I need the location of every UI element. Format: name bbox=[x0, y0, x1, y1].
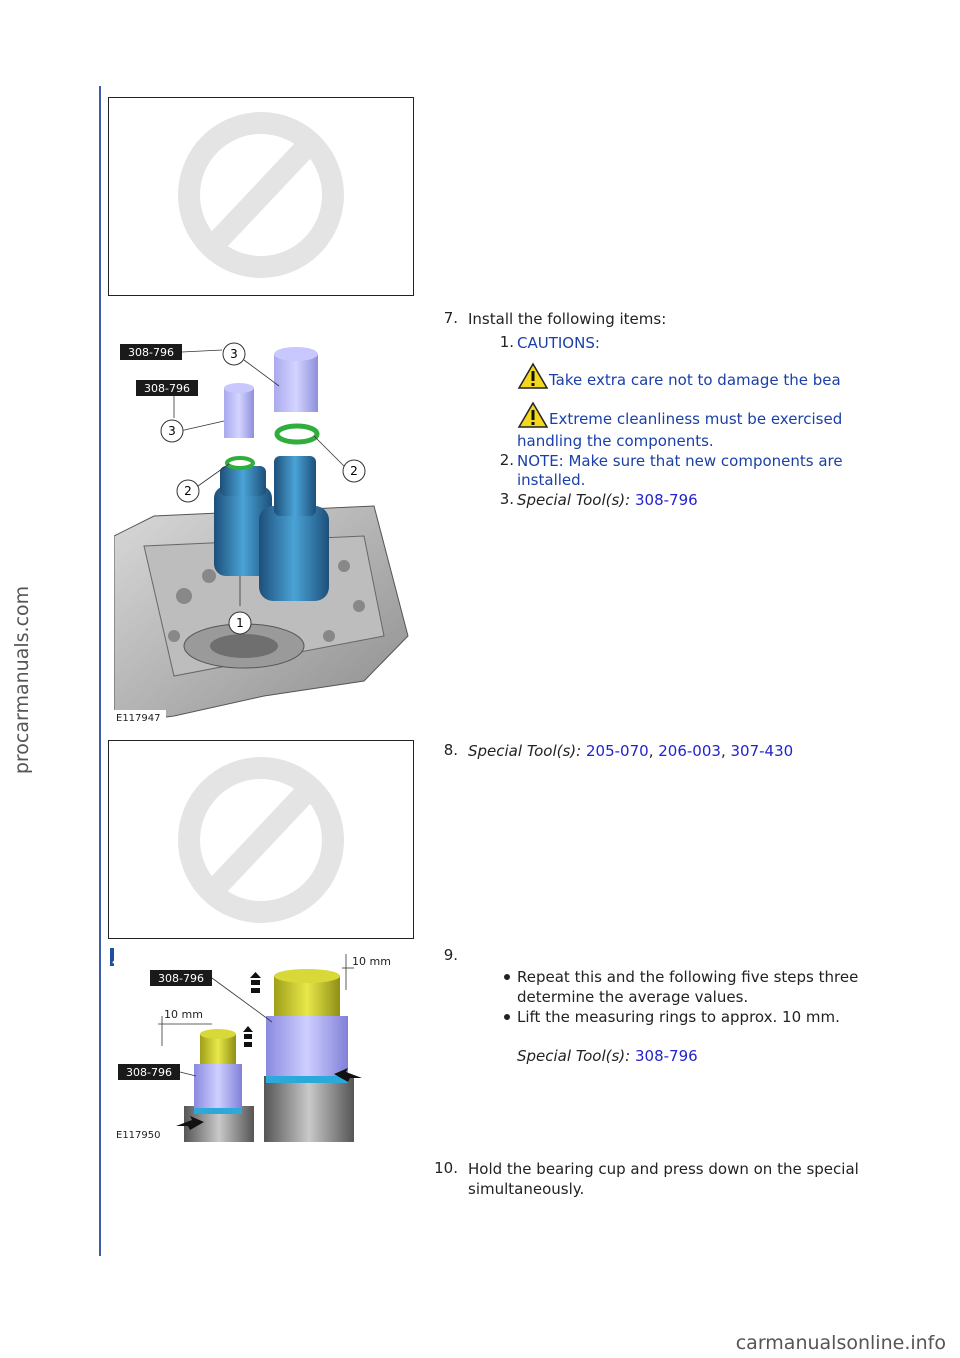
callout-label: 1 bbox=[236, 616, 244, 630]
special-tools-label: Special Tool(s): bbox=[468, 742, 582, 760]
tool-link-206-003[interactable]: 206-003 bbox=[658, 742, 721, 760]
bottom-watermark: carmanualsonline.info bbox=[735, 1332, 946, 1354]
prohibited-placeholder-icon bbox=[109, 98, 413, 295]
tool-link-308-796[interactable]: 308-796 bbox=[635, 491, 698, 509]
warning-triangle-icon bbox=[517, 362, 549, 390]
callout-label: 3 bbox=[230, 347, 238, 361]
tool-link-307-430[interactable]: 307-430 bbox=[730, 742, 794, 760]
bullet-icon bbox=[504, 974, 510, 980]
callout-label: 3 bbox=[168, 424, 176, 438]
special-tools-label: Special Tool(s): bbox=[517, 1047, 631, 1065]
substep-3-tools bbox=[517, 490, 698, 510]
callout-label: 2 bbox=[350, 464, 358, 478]
callout-label: 2 bbox=[184, 484, 192, 498]
substep-1-number: 1. bbox=[499, 333, 514, 351]
caution-2-text-line2: handling the components. bbox=[517, 432, 714, 450]
step-9-number: 9. bbox=[443, 946, 458, 964]
figure-code: E117950 bbox=[116, 1130, 161, 1141]
bullet-icon bbox=[504, 1014, 510, 1020]
cautions-label: CAUTIONS: bbox=[517, 334, 600, 352]
side-watermark: procarmanuals.com bbox=[11, 585, 33, 775]
step-10-line1: Hold the bearing cup and press down on the special bbox=[468, 1160, 859, 1178]
step-8-tools: Special Tool(s): 205-070, 206-003, 307-430 bbox=[468, 742, 794, 760]
substep-2-number: 2. bbox=[499, 451, 514, 469]
step-10-line2: simultaneously. bbox=[468, 1180, 585, 1198]
measuring-ring-figure bbox=[114, 946, 412, 1142]
substep-3-number: 3. bbox=[499, 490, 514, 508]
note-line2: installed. bbox=[517, 471, 586, 489]
gear-assembly-figure bbox=[114, 336, 412, 724]
caution-1-text: Take extra care not to damage the bea bbox=[549, 371, 841, 389]
warning-triangle-icon bbox=[517, 401, 549, 429]
figure-tag: 308-796 bbox=[158, 972, 204, 985]
bullet-2: Lift the measuring rings to approx. 10 mm. bbox=[517, 1008, 840, 1026]
special-tools-label: Special Tool(s): bbox=[517, 491, 631, 509]
bullet-1-line1: Repeat this and the following five steps three bbox=[517, 968, 859, 986]
step-8-number: 8. bbox=[443, 741, 458, 759]
dimension-label: 10 mm bbox=[164, 1008, 203, 1021]
bullet-1-line2: determine the average values. bbox=[517, 988, 749, 1006]
measuring-ring-illustration bbox=[114, 946, 412, 1142]
step-9-tools bbox=[517, 1046, 698, 1066]
prohibited-placeholder-icon bbox=[109, 741, 413, 938]
placeholder-figure-1 bbox=[108, 97, 414, 296]
note-line1: NOTE: Make sure that new components are bbox=[517, 452, 843, 470]
caution-1 bbox=[517, 362, 841, 390]
step-7-text: Install the following items: bbox=[468, 310, 667, 328]
caution-2 bbox=[517, 401, 842, 429]
placeholder-figure-2 bbox=[108, 740, 414, 939]
tool-link-308-796[interactable]: 308-796 bbox=[635, 1047, 698, 1065]
step-10-number: 10. bbox=[434, 1159, 458, 1177]
tool-link-205-070[interactable]: 205-070 bbox=[586, 742, 649, 760]
figure-tag: 308-796 bbox=[128, 346, 174, 359]
figure-tag: 308-796 bbox=[144, 382, 190, 395]
left-rule bbox=[99, 86, 101, 1256]
dimension-label: 10 mm bbox=[352, 955, 391, 968]
figure-tag: 308-796 bbox=[126, 1066, 172, 1079]
step-7-number: 7. bbox=[443, 309, 458, 327]
caution-2-text-line1: Extreme cleanliness must be exercised bbox=[549, 410, 843, 428]
gear-assembly-illustration bbox=[114, 336, 412, 724]
figure-code: E117947 bbox=[116, 713, 161, 724]
